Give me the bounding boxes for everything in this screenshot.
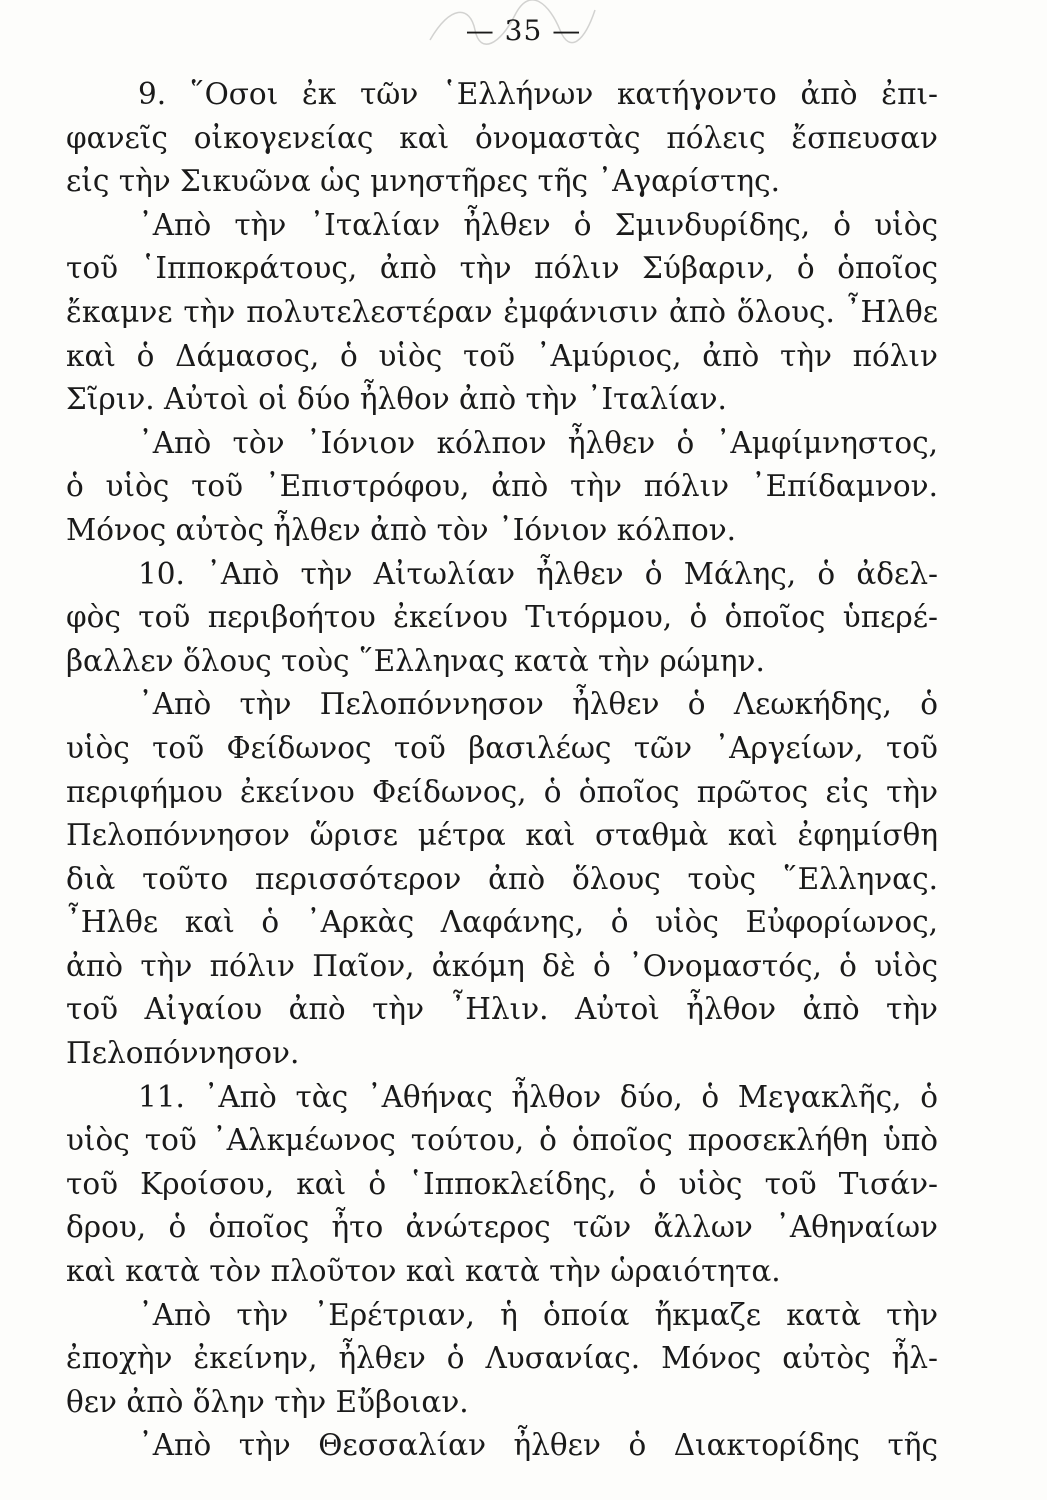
text-line: Πελοπόννησον. (66, 1036, 300, 1071)
text-line: υἱὸς τοῦ Φείδωνος τοῦ βασιλέως τῶν ᾿Αργείων, τοῦ (66, 730, 938, 765)
text-line: τοῦ ῾Ιπποκράτους, ἀπὸ τὴν πόλιν Σύβαριν, ὁ ὁποῖος (66, 251, 938, 286)
text-line: θεν ἀπὸ ὅλην τὴν Εὔβοιαν. (66, 1384, 469, 1419)
text-line: Σῖριν. Αὐτοὶ οἱ δύο ἦλθον ἀπὸ τὴν ᾿Ιταλίαν. (66, 382, 727, 417)
text-line: Πελοπόννησον ὥρισε μέτρα καὶ σταθμὰ καὶ ἐφημίσθη (66, 818, 938, 853)
text-line: τοῦ Αἰγαίου ἀπὸ τὴν ῏Ηλιν. Αὐτοὶ ἦλθον ἀπὸ τὴν (66, 992, 938, 1027)
text-line: 11. ᾿Απὸ τὰς ᾿Αθήνας ἦλθον δύο, ὁ Μεγακλῆς, ὁ (138, 1079, 938, 1114)
body-text (66, 73, 938, 1468)
text-line: τοῦ Κροίσου, καὶ ὁ ῾Ιπποκλείδης, ὁ υἱὸς τοῦ Τισάν- (66, 1166, 938, 1201)
text-line: ἔκαμνε τὴν πολυτελεστέραν ἐμφάνισιν ἀπὸ ὅλους. ῏Ηλθε (66, 294, 938, 329)
text-line: καὶ ὁ Δάμασος, ὁ υἱὸς τοῦ ᾿Αμύριος, ἀπὸ τὴν πόλιν (66, 338, 938, 373)
text-line: φανεῖς οἰκογενείας καὶ ὀνομαστὰς πόλεις ἔσπευσαν (66, 120, 938, 155)
text-line: δρου, ὁ ὁποῖος ἦτο ἀνώτερος τῶν ἄλλων ᾿Αθηναίων (66, 1210, 938, 1245)
text-line: βαλλεν ὅλους τοὺς ῞Ελληνας κατὰ τὴν ρώμην. (66, 643, 765, 678)
text-line: διὰ τοῦτο περισσότερον ἀπὸ ὅλους τοὺς ῞Ελληνας. (66, 861, 938, 896)
text-line: ὁ υἱὸς τοῦ ᾿Επιστρόφου, ἀπὸ τὴν πόλιν ᾿Επίδαμνον. (66, 469, 938, 504)
text-line: ᾿Απὸ τὴν ᾿Ερέτριαν, ἡ ὁποία ἤκμαζε κατὰ τὴν (138, 1297, 938, 1332)
text-line: 9. ῞Οσοι ἐκ τῶν ῾Ελλήνων κατήγοντο ἀπὸ ἐπι- (138, 77, 938, 111)
text-line: ἀπὸ τὴν πόλιν Παῖον, ἀκόμη δὲ ὁ ᾿Ονομαστός, ὁ υἱὸς (66, 948, 938, 983)
text-line: ἐποχὴν ἐκείνην, ἦλθεν ὁ Λυσανίας. Μόνος αὐτὸς ἦλ- (66, 1341, 938, 1376)
page-number: — 35 — (465, 14, 582, 47)
text-line: εἰς τὴν Σικυῶνα ὡς μνηστῆρες τῆς ᾿Αγαρίστης. (66, 164, 780, 199)
text-line: υἱὸς τοῦ ᾿Αλκμέωνος τούτου, ὁ ὁποῖος προσεκλήθη ὑπὸ (66, 1123, 938, 1158)
text-line: ᾿Απὸ τὴν ᾿Ιταλίαν ἦλθεν ὁ Σμινδυρίδης, ὁ υἱὸς (138, 207, 938, 242)
text-line: ᾿Απὸ τὸν ᾿Ιόνιον κόλπον ἦλθεν ὁ ᾿Αμφίμνηστος, (138, 425, 938, 460)
text-line: Μόνος αὐτὸς ἦλθεν ἀπὸ τὸν ᾿Ιόνιον κόλπον. (66, 512, 737, 547)
text-line: ᾿Απὸ τὴν Πελοπόννησον ἦλθεν ὁ Λεωκήδης, ὁ (138, 687, 938, 722)
text-line: 10. ᾿Απὸ τὴν Αἰτωλίαν ἦλθεν ὁ Μάλης, ὁ ἀδελ- (138, 556, 938, 591)
text-line: περιφήμου ἐκείνου Φείδωνος, ὁ ὁποῖος πρῶτος εἰς τὴν (66, 774, 938, 809)
text-line: καὶ κατὰ τὸν πλοῦτον καὶ κατὰ τὴν ὡραιότητα. (66, 1254, 781, 1289)
text-line: ῏Ηλθε καὶ ὁ ᾿Αρκὰς Λαφάνης, ὁ υἱὸς Εὐφορίωνος, (66, 905, 938, 940)
text-line: ᾿Απὸ τὴν Θεσσαλίαν ἦλθεν ὁ Διακτορίδης τῆς (138, 1428, 938, 1463)
text-line: φὸς τοῦ περιβοήτου ἐκείνου Τιτόρμου, ὁ ὁποῖος ὑπερέ- (66, 600, 938, 635)
